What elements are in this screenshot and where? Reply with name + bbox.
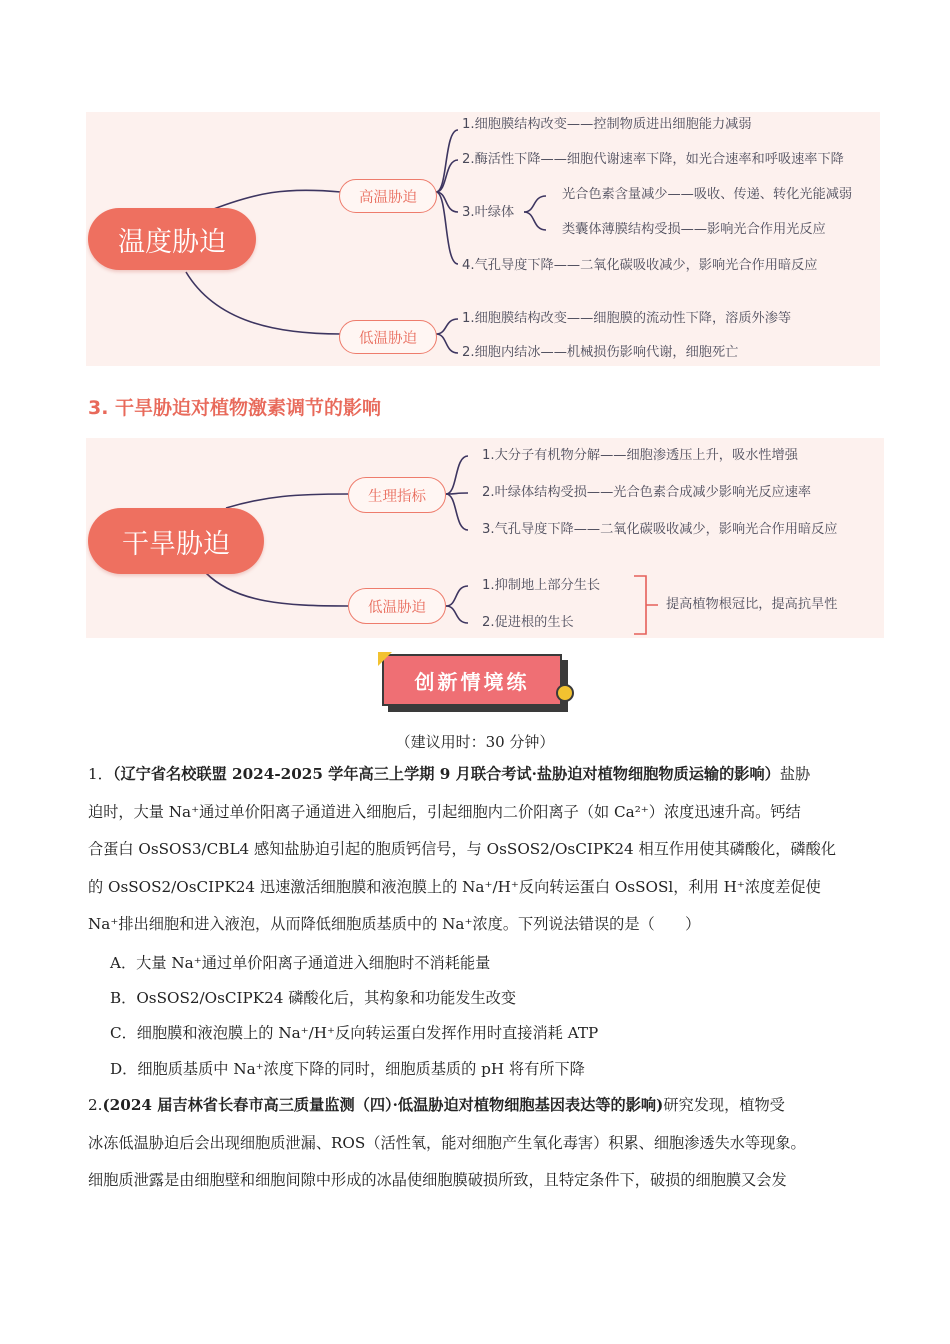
low-temp-item-2: 2.细胞内结冰——机械损伤影响代谢，细胞死亡: [462, 345, 739, 360]
drought-low-temp-node: 低温胁迫: [348, 588, 446, 624]
drought-summary: 提高植物根冠比，提高抗旱性: [666, 597, 838, 612]
high-temp-item-2: 2.酶活性下降——细胞代谢速率下降，如光合速率和呼吸速率下降: [462, 152, 844, 167]
q2-line-1: [88, 1087, 868, 1125]
banner-label: 创新情境练: [382, 654, 562, 706]
drought-stress-mindmap: [86, 438, 884, 638]
drought-low-item-2: 2.促进根的生长: [482, 615, 574, 630]
q1-option-a[interactable]: A．大量 Na⁺通过单价阳离子通道进入细胞时不消耗能量: [110, 954, 491, 972]
q1-line-4: 的 OsSOS2/OsCIPK24 迅速激活细胞膜和液泡膜上的 Na⁺/H⁺反向转运蛋白 OsSOSl，利用 H⁺浓度差促使: [88, 877, 821, 896]
physiology-node: 生理指标: [348, 477, 446, 513]
q2-line-1-end: 研究发现，植物受: [663, 1096, 785, 1114]
q1-number: 1．: [88, 765, 113, 783]
q1-option-d[interactable]: D．细胞质基质中 Na⁺浓度下降的同时，细胞质基质的 pH 将有所下降: [110, 1060, 585, 1078]
physio-item-1: 1.大分子有机物分解——细胞渗透压上升，吸水性增强: [482, 448, 798, 463]
temperature-stress-mindmap: [86, 112, 880, 366]
question-1: [88, 756, 868, 944]
chloroplast-item-1: 光合色素含量减少——吸收、传递、转化光能减弱: [562, 187, 853, 202]
practice-banner: [378, 652, 574, 714]
temperature-stress-node: 温度胁迫: [88, 208, 256, 270]
q1-option-c[interactable]: C．细胞膜和液泡膜上的 Na⁺/H⁺反向转运蛋白发挥作用时直接消耗 ATP: [110, 1024, 599, 1042]
q1-line-2: 迫时，大量 Na⁺通过单价阳离子通道进入细胞后，引起细胞内二价阳离子（如 Ca²⁺）浓度迅速升高。钙结: [88, 802, 801, 821]
low-temp-node: 低温胁迫: [339, 320, 437, 354]
physio-item-3: 3.气孔导度下降——二氧化碳吸收减少，影响光合作用暗反应: [482, 522, 838, 537]
q2-line-2: 冰冻低温胁迫后会出现细胞质泄漏、ROS（活性氧，能对细胞产生氧化毒害）积累、细胞渗透失水等现象。: [88, 1133, 806, 1152]
high-temp-item-4: 4.气孔导度下降——二氧化碳吸收减少，影响光合作用暗反应: [462, 258, 818, 273]
q1-option-b[interactable]: B．OsSOS2/OsCIPK24 磷酸化后，其构象和功能发生改变: [110, 989, 517, 1007]
q1-line-1: [88, 756, 868, 794]
q2-line-3: 细胞质泄露是由细胞壁和细胞间隙中形成的冰晶使细胞膜破损所致，且特定条件下，破损的细胞膜又会发: [88, 1171, 787, 1189]
q2-source: (2024 届吉林省长春市高三质量监测（四）·低温胁迫对植物细胞基因表达等的影响): [102, 1096, 664, 1114]
high-temp-node: 高温胁迫: [339, 179, 437, 213]
chloroplast-item-2: 类囊体薄膜结构受损——影响光合作用光反应: [562, 222, 826, 237]
physio-item-2: 2.叶绿体结构受损——光合色素合成减少影响光反应速率: [482, 485, 812, 500]
low-temp-item-1: 1.细胞膜结构改变——细胞膜的流动性下降，溶质外渗等: [462, 311, 792, 326]
high-temp-item-1: 1.细胞膜结构改变——控制物质进出细胞能力减弱: [462, 117, 752, 132]
q1-line-5: Na⁺排出细胞和进入液泡，从而降低细胞质基质中的 Na⁺浓度。下列说法错误的是（ ）: [88, 915, 701, 933]
q1-line-3: 合蛋白 OsSOS3/CBL4 感知盐胁迫引起的胞质钙信号，与 OsSOS2/OsCIPK24 相互作用使其磷酸化，磷酸化: [88, 840, 836, 858]
q1-source: （辽宁省名校联盟 2024-2025 学年高三上学期 9 月联合考试·盐胁迫对植物细胞物质运输的影响）: [112, 765, 780, 783]
time-hint: （建议用时：30 分钟）: [395, 733, 555, 751]
section-3-title: 3. 干旱胁迫对植物激素调节的影响: [88, 397, 382, 419]
drought-low-item-1: 1.抑制地上部分生长: [482, 578, 601, 593]
question-2: [88, 1087, 868, 1200]
drought-stress-node: 干旱胁迫: [88, 508, 264, 574]
high-temp-item-3: 3.叶绿体: [462, 205, 515, 220]
q1-line-1-end: 盐胁: [779, 765, 811, 783]
q2-number: 2.: [88, 1096, 103, 1114]
banner-circle-icon: [556, 684, 574, 702]
banner-corner-icon: [378, 652, 392, 666]
